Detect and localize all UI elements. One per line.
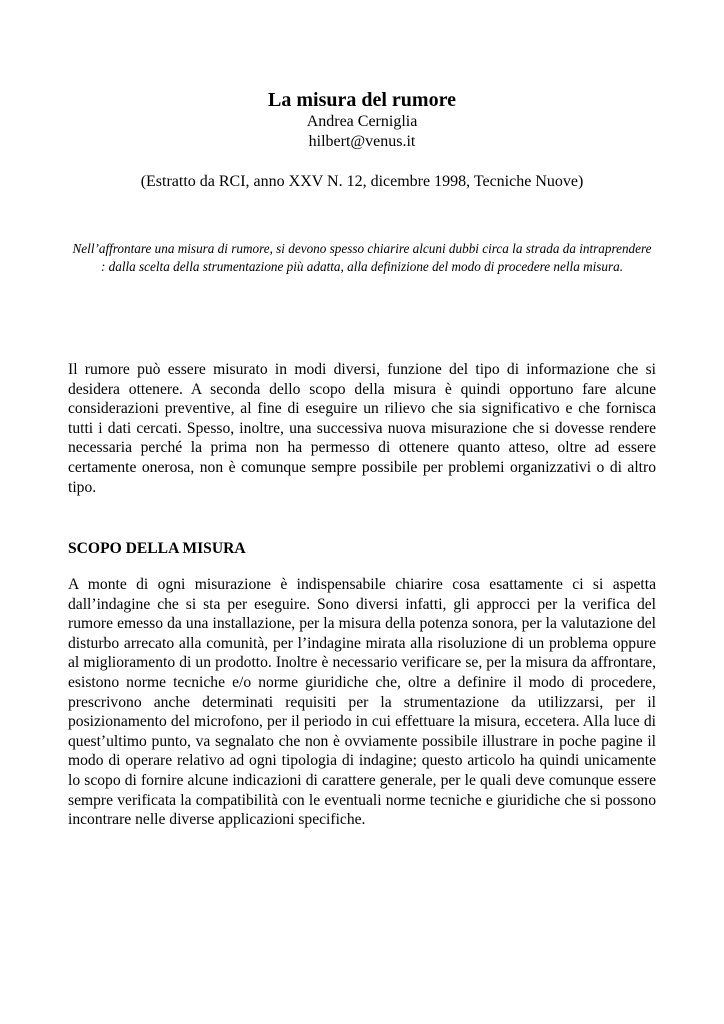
section-heading: SCOPO DELLA MISURA (68, 540, 246, 557)
section-paragraph: A monte di ogni misurazione è indispensabile chiarire cosa esattamente ci si aspetta dall’indagine che si sta per eseguire. Sono diversi infatti, gli approcci per la verifica del rumore emesso da una installazione, per la misura della potenza sonora, per la valutazione del disturbo arrecato alla comunità, per l’indagine mirata alla risoluzione di un problema oppure al miglioramento di un prodotto. Inoltre è necessario verificare se, per la misura da affrontare, esistono norme tecniche e/o norme giuridiche che, oltre a definire il modo di procedere, prescrivono anche determinati requisiti per la strumentazione da utilizzarsi, per il posizionamento del microfono, per il periodo in cui effettuare la misura, eccetera. Alla luce di quest’ultimo punto, va segnalato che non è ovviamente possibile illustrare in poche pagine il modo di operare relativo ad ogni tipologia di indagine; questo articolo ha quindi unicamente lo scopo di fornire alcune indicazioni di carattere generale, per le quali deve comunque essere sempre verificata la compatibilità con le eventuali norme tecniche e giuridiche che si possono incontrare nelle diverse applicazioni specifiche. (68, 576, 656, 829)
source-citation: (Estratto da RCI, anno XXV N. 12, dicembre 1998, Tecniche Nuove) (140, 173, 584, 190)
author-name: Andrea Cerniglia (306, 113, 418, 130)
author-email: hilbert@venus.it (308, 133, 416, 150)
intro-paragraph: Il rumore può essere misurato in modi diversi, funzione del tipo di informazione che si desidera ottenere. A seconda dello scopo della misura è quindi opportuno fare alcune considerazioni preventive, al fine di eseguire un rilievo che sia significativo e che fornisca tutti i dati cercati. Spesso, inoltre, una successiva nuova misurazione che si dovesse rendere necessaria perché la prima non ha permesso di ottenere quanto atteso, oltre ad essere certamente onerosa, non è comunque sempre possibile per problemi organizzativi o di altro tipo. (68, 361, 656, 496)
document-title: La misura del rumore (268, 89, 456, 111)
abstract: Nell’affrontare una misura di rumore, si devono spesso chiarire alcuni dubbi circa la strada da intraprendere : dalla scelta della strumentazione più adatta, alla definizione del modo di procedere nella misura. (72, 241, 652, 274)
